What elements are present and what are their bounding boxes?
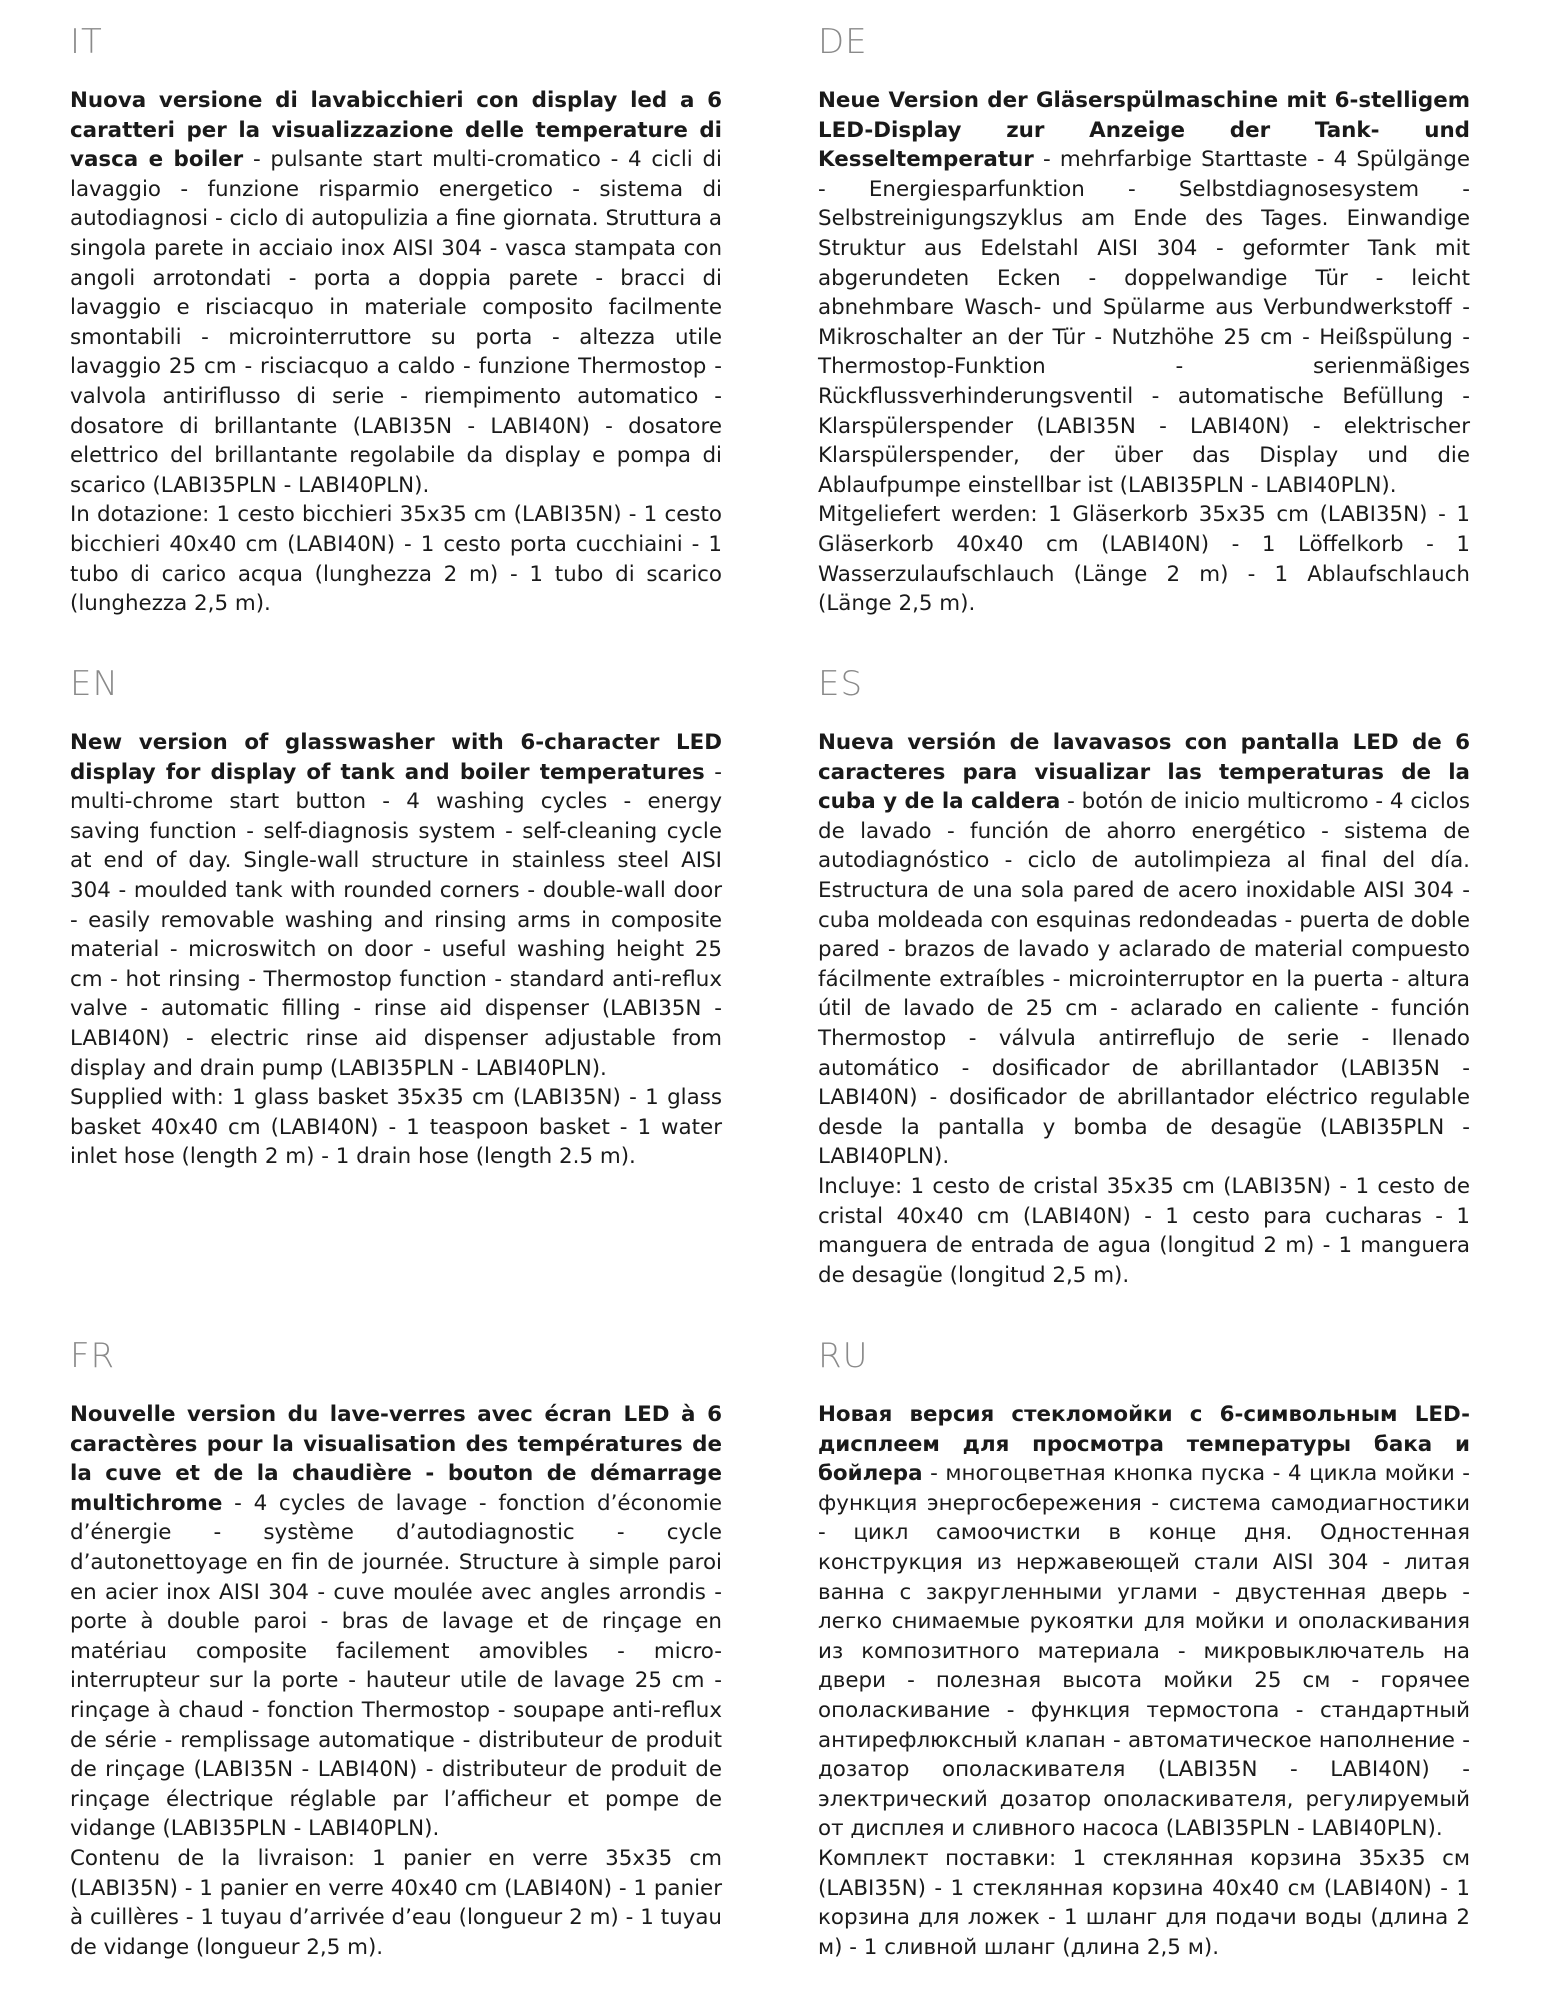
supplied-items: In dotazione: 1 cesto bicchieri 35x35 cm (LABI35N) - 1 cesto bicchieri 40x40 cm (LABI40N) - 1 cesto porta cucchiaini - 1 tubo di carico acqua (lunghezza 2 m) - 1 tubo di scarico (lunghezza 2,5 m). [70, 502, 722, 617]
description [818, 86, 1470, 619]
description [818, 1400, 1470, 1962]
section-es [818, 664, 1470, 1290]
description-body: - multi-chrome start button - 4 washing cycles - energy saving function - self-diagnosis system - self-cleaning cycle at end of day. Single-wall structure in stainless steel AISI 304 - moulded tank with rounded corners - double-wall door - easily removable washing and rinsing arms in composite material - microswitch on door - useful washing height 25 cm - hot rinsing - Thermostop function - standard anti-reflux valve - automatic filling - rinse aid dispenser (LABI35N - LABI40N) - electric rinse aid dispenser adjustable from display and drain pump (LABI35PLN - LABI40PLN). [70, 759, 722, 1081]
description [818, 728, 1470, 1290]
section-de [818, 22, 1470, 619]
supplied-items: Supplied with: 1 glass basket 35x35 cm (LABI35N) - 1 glass basket 40x40 cm (LABI40N) - 1 teaspoon basket - 1 water inlet hose (length 2 m) - 1 drain hose (length 2.5 m). [70, 1085, 722, 1170]
description-lead: Neue Version der Gläserspülmaschine mit 6-stelligem LED-Display zur Anzeige der Tank- und Kesseltemperatur [818, 88, 1470, 173]
language-heading: RU [818, 1336, 869, 1376]
supplied-items: Комплект поставки: 1 стеклянная корзина 35x35 см (LABI35N) - 1 стеклянная корзина 40x40 см (LABI40N) - 1 корзина для ложек - 1 шланг для подачи воды (длина 2 м) - 1 сливной шланг (длина 2,5 м). [818, 1845, 1470, 1960]
description-body: - pulsante start multi-cromatico - 4 cicli di lavaggio - funzione risparmio energetico - sistema di autodiagnosi - ciclo di autopulizia a fine giornata. Struttura a singola parete in acciaio inox AISI 304 - vasca stampata con angoli arrotondati - porta a doppia parete - bracci di lavaggio e risciacquo in materiale composito facilmente smontabili - microinterruttore su porta - altezza utile lavaggio 25 cm - risciacquo a caldo - funzione Thermostop - valvola antiriflusso di serie - riempimento automatico - dosatore di brillantante (LABI35N - LABI40N) - dosatore elettrico del brillantante regolabile da display e pompa di scarico (LABI35PLN - LABI40PLN). [70, 147, 722, 498]
description-body: - 4 cycles de lavage - fonction d’économie d’énergie - système d’autodiagnostic - cycle d’autonettoyage en fin de journée. Structure à simple paroi en acier inox AISI 304 - cuve moulée avec angles arrondis - porte à double paroi - bras de lavage et de rinçage en matériau composite facilement amovibles - micro-interrupteur sur la porte - hauteur utile de lavage 25 cm - rinçage à chaud - fonction Thermostop - soupape anti-reflux de série - remplissage automatique - distributeur de produit de rinçage (LABI35N - LABI40N) - distributeur de produit de rinçage électrique réglable par l’afficheur et pompe de vidange (LABI35PLN - LABI40PLN). [70, 1490, 722, 1842]
language-heading: IT [70, 22, 103, 62]
description-body: - botón de inicio multicromo - 4 ciclos de lavado - función de ahorro energético - sistema de autodiagnóstico - ciclo de autolimpieza al final del día. Estructura de una sola pared de acero inoxidable AISI 304 - cuba moldeada con esquinas redondeadas - puerta de doble pared - brazos de lavado y aclarado de material compuesto fácilmente extraíbles - microinterruptor en la puerta - altura útil de lavado de 25 cm - aclarado en caliente - función Thermostop - válvula antirreflujo de serie - llenado automático - dosificador de abrillantador (LABI35N - LABI40N) - dosificador de abrillantador eléctrico regulable desde la pantalla y bomba de desagüe (LABI35PLN - LABI40PLN). [818, 789, 1470, 1170]
section-en [70, 664, 722, 1172]
description-lead: New version of glasswasher with 6-character LED display for display of tank and boiler temperatures [70, 730, 722, 785]
description-lead: Nouvelle version du lave-verres avec écran LED à 6 caractères pour la visualisation des températures de la cuve et de la chaudière - bouton de démarrage multichrome [70, 1402, 722, 1516]
supplied-items: Contenu de la livraison: 1 panier en verre 35x35 cm (LABI35N) - 1 panier en verre 40x40 cm (LABI40N) - 1 panier à cuillères - 1 tuyau d’arrivée d’eau (longueur 2 m) - 1 tuyau de vidange (longueur 2,5 m). [70, 1845, 722, 1960]
language-heading: FR [70, 1336, 116, 1376]
description-body: - mehrfarbige Starttaste - 4 Spülgänge - Energiesparfunktion - Selbstdiagnosesystem - Selbstreinigungszyklus am Ende des Tages. Einwandige Struktur aus Edelstahl AISI 304 - geformter Tank mit abgerundeten Ecken - doppelwandige Tür - leicht abnehmbare Wasch- und Spülarme aus Verbundwerkstoff - Mikroschalter an der Tür - Nutzhöhe 25 cm - Heißspülung - Thermostop-Funktion - serienmäßiges Rückflussverhinderungsventil - automatische Befüllung - Klarspülerspender (LABI35N - LABI40N) - elektrischer Klarspülerspender, der über das Display und die Ablaufpumpe einstellbar ist (LABI35PLN - LABI40PLN). [818, 147, 1470, 498]
section-ru [818, 1336, 1470, 1962]
description-body: - многоцветная кнопка пуска - 4 цикла мойки - функция энергосбережения - система самодиагностики - цикл самоочистки в конце дня. Одностенная конструкция из нержавеющей стали AISI 304 - литая ванна с закругленными углами - двустенная дверь - легко снимаемые рукоятки для мойки и ополаскивания из композитного материала - микровыключатель на двери - полезная высота мойки 25 см - горячее ополаскивание - функция термостопа - стандартный антирефлюксный клапан - автоматическое наполнение - дозатор ополаскивателя (LABI35N - LABI40N) - электрический дозатор ополаскивателя, регулируемый от дисплея и сливного насоса (LABI35PLN - LABI40PLN). [818, 1461, 1470, 1842]
description [70, 728, 722, 1172]
section-it [70, 22, 722, 619]
description-lead: Новая версия стекломойки с 6-символьным LED-дисплеем для просмотра температуры бака и бойлера [818, 1402, 1470, 1487]
supplied-items: Mitgeliefert werden: 1 Gläserkorb 35x35 cm (LABI35N) - 1 Gläserkorb 40x40 cm (LABI40N) - 1 Löffelkorb - 1 Wasserzulaufschlauch (Länge 2 m) - 1 Ablaufschlauch (Länge 2,5 m). [818, 502, 1470, 617]
description-lead: Nueva versión de lavavasos con pantalla LED de 6 caracteres para visualizar las temperaturas de la cuba y de la caldera [818, 730, 1470, 815]
description [70, 86, 722, 619]
description-lead: Nuova versione di lavabicchieri con display led a 6 caratteri per la visualizzazione delle temperature di vasca e boiler [70, 88, 722, 173]
language-heading: ES [818, 664, 864, 704]
language-heading: EN [70, 664, 119, 704]
language-heading: DE [818, 22, 868, 62]
supplied-items: Incluye: 1 cesto de cristal 35x35 cm (LABI35N) - 1 cesto de cristal 40x40 cm (LABI40N) - 1 cesto para cucharas - 1 manguera de entrada de agua (longitud 2 m) - 1 manguera de desagüe (longitud 2,5 m). [818, 1173, 1470, 1288]
section-fr [70, 1336, 722, 1962]
description [70, 1400, 722, 1962]
